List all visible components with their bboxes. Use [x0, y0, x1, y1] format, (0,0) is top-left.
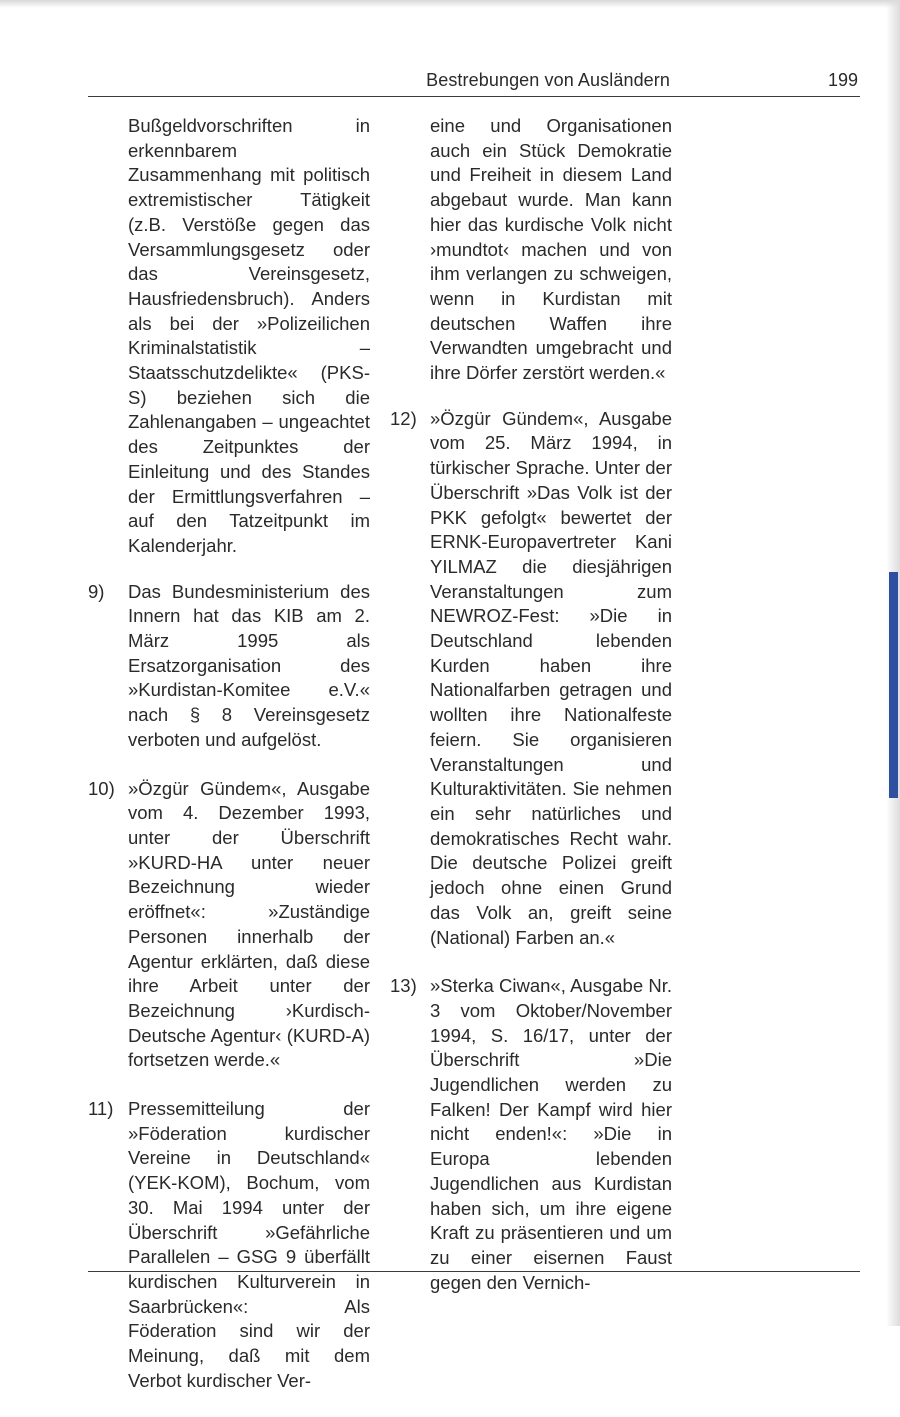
- footnote-number: 9): [88, 580, 105, 602]
- footnote-text: Pressemitteilung der »Föderation kurdischer Vereine in Deutschland« (YEK-KOM), Bochum, vom 30. Mai 1994 unter der Überschrift »Gefährliche Parallelen – GSG 9 überfällt kurdischen Kulturverein in Saarbrücken«: Als Föderation sind wir der Meinung, daß mit dem Verbot kurdischer Ver-: [128, 1098, 370, 1391]
- footnote-text: »Özgür Gündem«, Ausgabe vom 25. März 1994, in türkischer Sprache. Unter der Überschrift »Das Volk ist der PKK gefolgt« bewertet der ERNK-Europavertreter Kani YILMAZ die diesjährigen Veranstaltungen zum NEWROZ-Fest: »Die in Deutschland lebenden Kurden haben ihre Nationalfarben getragen und wollten ihre Nationalfeste feiern. Sie organisieren Veranstaltungen und Kulturaktivitäten. Sie nehmen ein sehr natürliches und demokratisches Recht wahr. Die deutsche Polizei greift jedoch ohne einen Grund das Volk an, greift seine (National) Farben an.«: [430, 407, 672, 948]
- footnote-12: [390, 407, 672, 950]
- left-column: [88, 114, 370, 1417]
- footnote-11: [88, 1097, 370, 1393]
- footnote-number: 12): [390, 407, 417, 429]
- footnote-text: eine und Organisationen auch ein Stück Demokratie und Freiheit in diesem Land abgebaut wurde. Man kann hier das kurdische Volk nicht ›mundtot‹ machen und von ihm verlangen zu schweigen, wenn in Kurdistan mit deutschen Waffen ihre Verwandten umgebracht und ihre Dörfer zerstört werden.«: [430, 115, 672, 384]
- footnote-text: Das Bundesministerium des Innern hat das KIB am 2. März 1995 als Ersatzorganisation des »Kurdistan-Komitee e.V.« nach § 8 Vereinsgesetz verboten und aufgelöst.: [128, 580, 370, 750]
- footnote-continuation-right: [390, 114, 672, 386]
- footnote-text: »Özgür Gündem«, Ausgabe vom 4. Dezember 1993, unter der Überschrift »KURD-HA unter neuer Bezeichnung wieder eröffnet«: »Zuständige Personen innerhalb der Agentur erklärten, daß diese ihre Arbeit unter der Bezeichnung ›Kurdisch-Deutsche Agentur‹ (KURD-A) fortsetzen werde.«: [128, 777, 370, 1071]
- right-column: [390, 114, 672, 1319]
- footnote-number: 13): [390, 975, 417, 997]
- footer-rule: [88, 1271, 860, 1272]
- page-number: 199: [827, 70, 858, 90]
- footnote-text: Bußgeldvorschriften in erkennbarem Zusammenhang mit politisch extremistischer Tätigkeit (z.B. Verstöße gegen das Versammlungsgesetz oder das Vereinsgesetz, Hausfriedensbruch). Anders als bei der »Polizeilichen Kriminalstatistik – Staatsschutzdelikte« (PKS-S) beziehen sich die Zahlenangaben – ungeachtet des Zeitpunktes der Einleitung und des Standes der Ermittlungsverfahren – auf den Tatzeitpunkt im Kalenderjahr.: [128, 115, 370, 556]
- footnote-continuation-left: [88, 114, 370, 559]
- footnote-9: [88, 580, 370, 753]
- footnote-10: [88, 777, 370, 1073]
- scan-shadow-top: [0, 0, 900, 8]
- footnote-13: [390, 974, 672, 1295]
- thumb-index-tab: [889, 572, 898, 798]
- running-header: [88, 68, 860, 97]
- running-header-title: Bestrebungen von Ausländern: [426, 70, 670, 90]
- footnote-number: 11): [88, 1098, 114, 1120]
- footnote-text: »Sterka Ciwan«, Ausgabe Nr. 3 vom Oktober/November 1994, S. 16/17, unter der Überschrift »Die Jugendlichen werden zu Falken! Der Kampf wird hier nicht enden!«: »Die in Europa lebenden Jugendlichen aus Kurdistan haben sich, um ihre eigene Kraft zu präsentieren und um zu einer eisernen Faust gegen den Vernich-: [430, 975, 672, 1293]
- footnote-number: 10): [88, 777, 115, 799]
